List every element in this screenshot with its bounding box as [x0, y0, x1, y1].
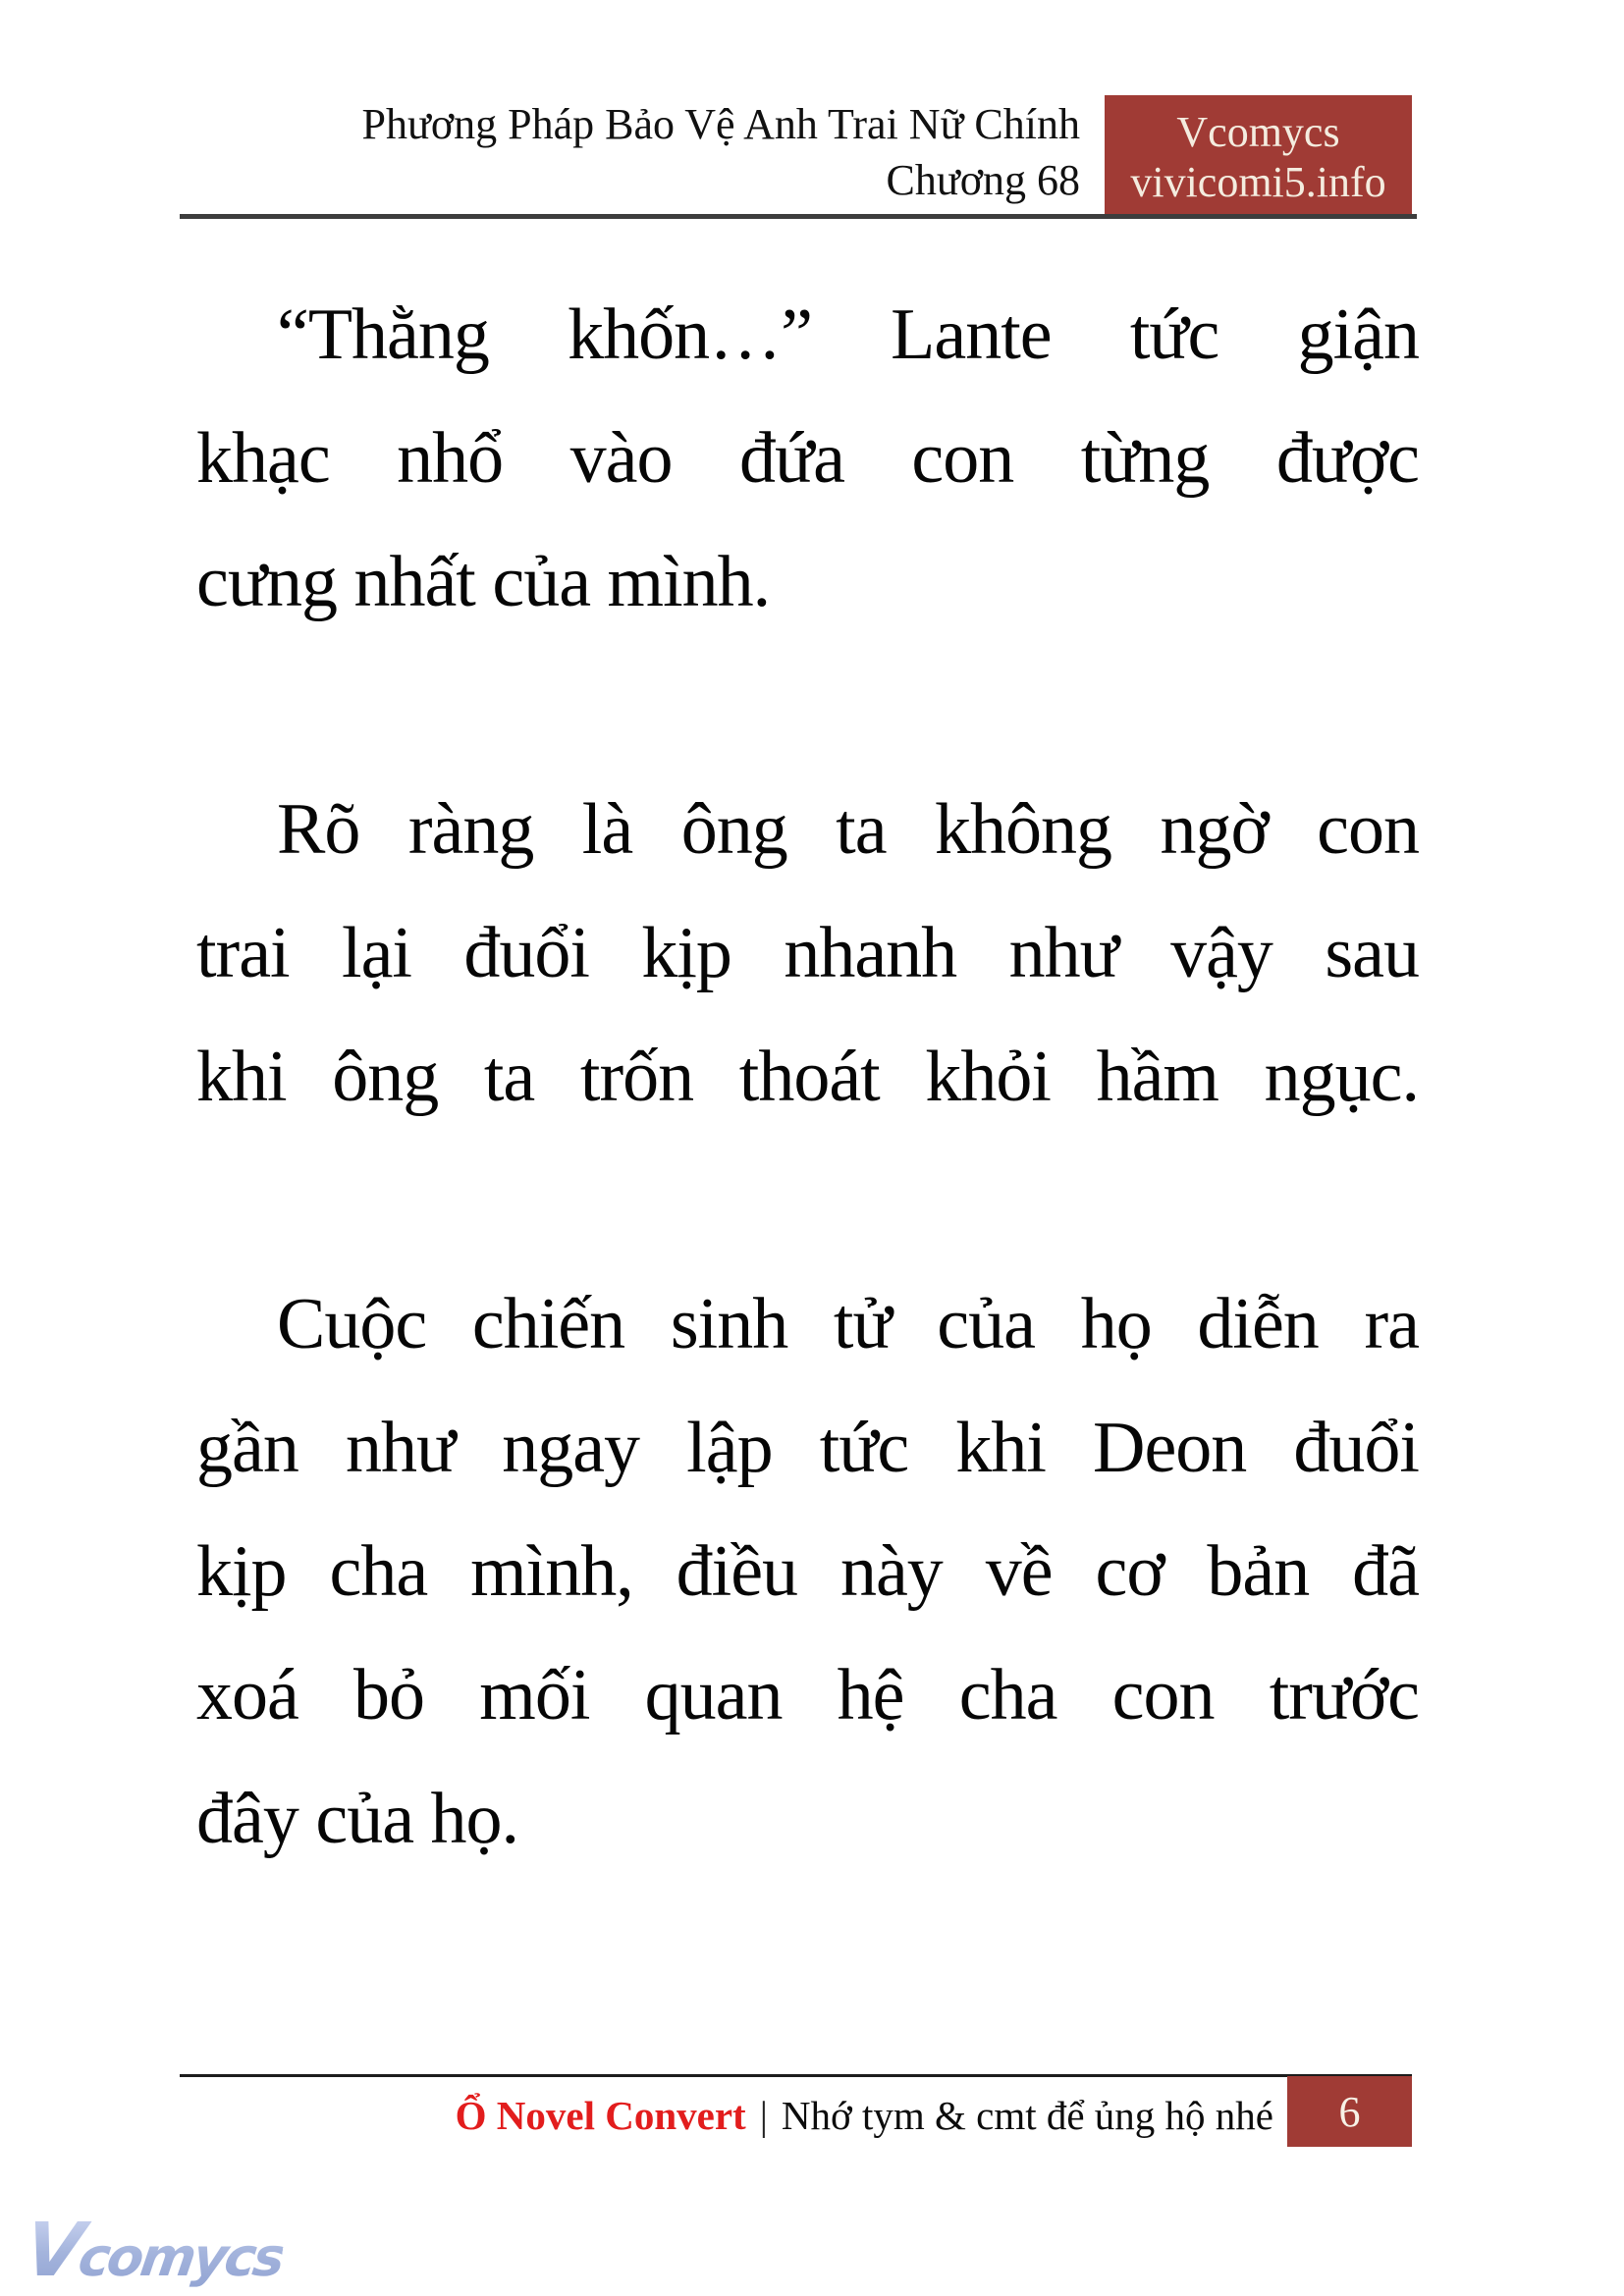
paragraph-line: cưng nhất của mình.: [196, 542, 771, 622]
body-paragraph: [196, 1262, 1419, 1881]
chapter-text: [196, 273, 1419, 2004]
book-title: Phương Pháp Bảo Vệ Anh Trai Nữ Chính: [361, 100, 1080, 148]
footer-brand: Ổ Novel Convert: [455, 2093, 746, 2138]
paragraph-line: đây của họ.: [196, 1779, 519, 1859]
header-divider: [180, 214, 1417, 219]
paragraph-line: gần như ngay lập tức khi Deon đuổi: [196, 1408, 1419, 1488]
paragraph-line: “Thằng khốn…” Lante tức giận: [277, 294, 1419, 375]
paragraph-line: Rõ ràng là ông ta không ngờ con: [277, 789, 1419, 870]
paragraph-line: kịp cha mình, điều này về cơ bản đã: [196, 1531, 1419, 1612]
footer-divider: [180, 2074, 1412, 2077]
site-badge: [1105, 95, 1412, 218]
paragraph-line: khi ông ta trốn thoát khỏi hầm ngục.: [196, 1037, 1419, 1117]
page-footer: [456, 2087, 1273, 2144]
page-number: 6: [1338, 2087, 1361, 2136]
paragraph-line: trai lại đuổi kịp nhanh như vậy sau: [196, 913, 1419, 993]
page-header: [180, 96, 1080, 208]
paragraph-line: Cuộc chiến sinh tử của họ diễn ra: [277, 1284, 1419, 1364]
badge-site-url: vivicomi5.info: [1130, 157, 1386, 206]
page-number-box: [1287, 2076, 1412, 2147]
watermark-logo: Vcomycs: [20, 2207, 290, 2293]
body-paragraph: [196, 273, 1419, 644]
badge-site-name: Vcomycs: [1176, 107, 1340, 156]
footer-separator: |: [759, 2093, 768, 2138]
chapter-label: Chương 68: [886, 156, 1080, 204]
paragraph-line: khạc nhổ vào đứa con từng được: [196, 418, 1419, 499]
footer-note: Nhớ tym & cmt để ủng hộ nhé: [781, 2093, 1273, 2138]
body-paragraph: [196, 768, 1419, 1139]
paragraph-line: xoá bỏ mối quan hệ cha con trước: [196, 1655, 1419, 1735]
